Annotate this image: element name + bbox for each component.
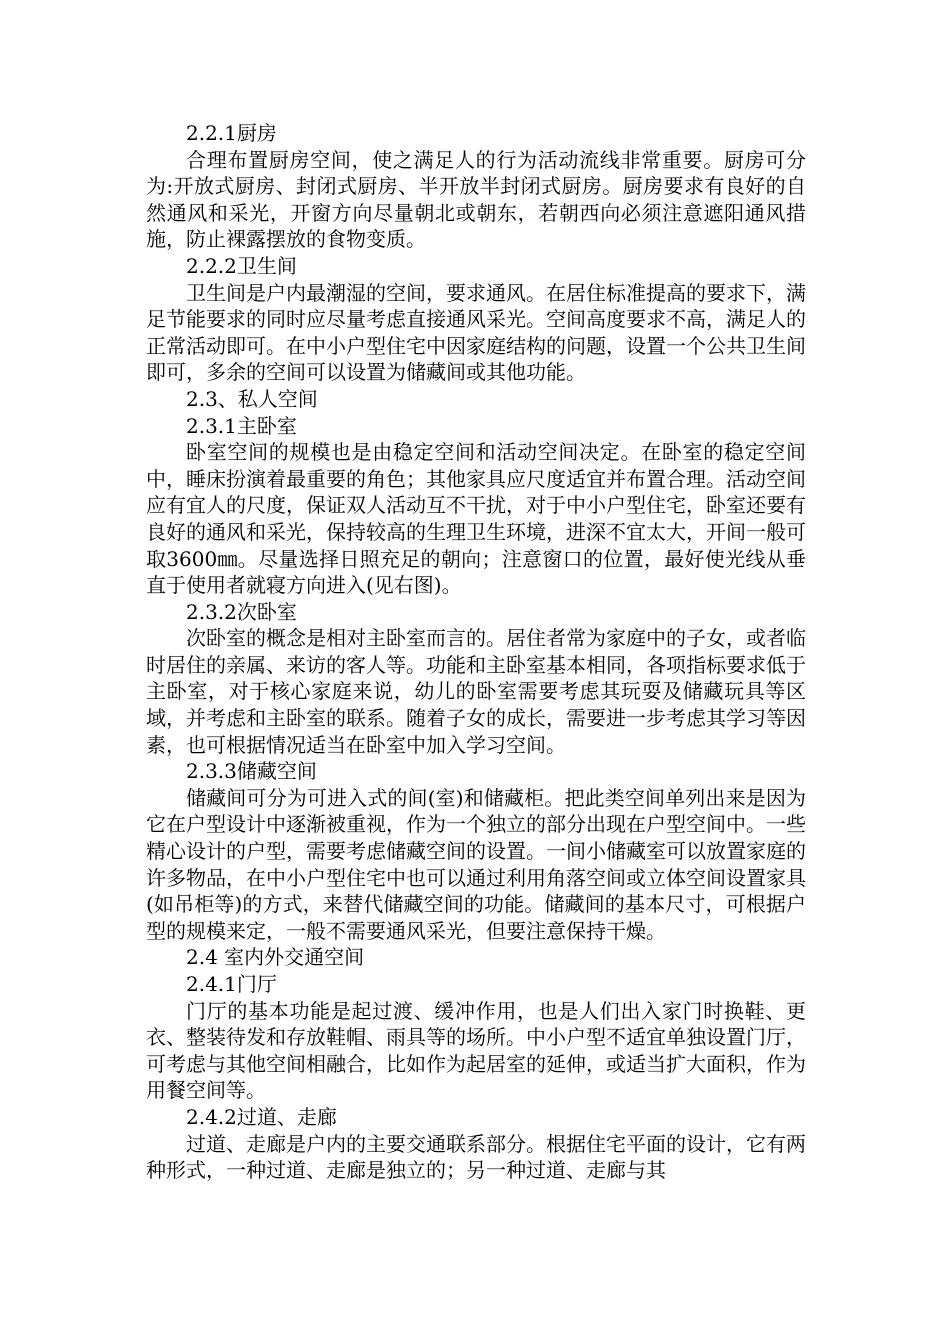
section-heading-corridor: 2.4.2过道、走廊 (186, 1104, 337, 1129)
section-heading-private-space: 2.3、私人空间 (186, 386, 318, 411)
section-heading-secondary-bedroom: 2.3.2次卧室 (186, 599, 297, 624)
paragraph-master-bedroom: 卧室空间的规模也是由稳定空间和活动空间决定。在卧室的稳定空间中，睡床扮演着最重要的角色；其他家具应尺度适宜并布置合理。活动空间应有宜人的尺度，保证双人活动互不干扰，对于中小户型住宅，卧室还要有良好的通风和采光，保持较高的生理卫生环境，进深不宜太大，开间一般可取3600㎜。尽量选择日照充足的朝向；注意窗口的位置，最好使光线从垂直于使用者就寝方向进入(见右图)。 (146, 440, 806, 598)
paragraph-kitchen: 合理布置厨房空间，使之满足人的行为活动流线非常重要。厨房可分为:开放式厨房、封闭式厨房、半开放半封闭式厨房。厨房要求有良好的自然通风和采光，开窗方向尽量朝北或朝东，若朝西向必须注意遮阳通风措施，防止裸露摆放的食物变质。 (146, 147, 806, 252)
section-heading-storage: 2.3.3储藏空间 (186, 759, 317, 784)
paragraph-storage: 储藏间可分为可进入式的间(室)和储藏柜。把此类空间单列出来是因为它在户型设计中逐渐被重视，作为一个独立的部分出现在户型空间中。一些精心设计的户型，需要考虑储藏空间的设置。一间小储藏室可以放置家庭的许多物品，在中小户型住宅中也可以通过利用角落空间或立体空间设置家具(如吊柜等)的方式，来替代储藏空间的功能。储藏间的基本尺寸，可根据户型的规模来定，一般不需要通风采光，但要注意保持干燥。 (146, 785, 806, 943)
document-body (146, 120, 806, 1184)
section-heading-foyer: 2.4.1门厅 (186, 972, 277, 996)
section-heading-circulation: 2.4 室内外交通空间 (186, 945, 365, 970)
paragraph-secondary-bedroom: 次卧室的概念是相对主卧室而言的。居住者常为家庭中的子女，或者临时居住的亲属、来访的客人等。功能和主卧室基本相同，各项指标要求低于主卧室，对于核心家庭来说，幼儿的卧室需要考虑其玩耍及储藏玩具等区域，并考虑和主卧室的联系。随着子女的成长，需要进一步考虑其学习等因素，也可根据情况适当在卧室中加入学习空间。 (146, 626, 806, 757)
paragraph-foyer: 门厅的基本功能是起过渡、缓冲作用，也是人们出入家门时换鞋、更衣、整装待发和存放鞋帽、雨具等的场所。中小户型不适宜单独设置门厅，可考虑与其他空间相融合，比如作为起居室的延伸，或适当扩大面积，作为用餐空间等。 (146, 998, 806, 1103)
section-heading-bathroom: 2.2.2卫生间 (186, 253, 297, 278)
paragraph-corridor: 过道、走廊是户内的主要交通联系部分。根据住宅平面的设计，它有两种形式，一种过道、走廊是独立的；另一种过道、走廊与其 (146, 1131, 806, 1183)
section-heading-kitchen: 2.2.1厨房 (186, 121, 277, 145)
paragraph-bathroom: 卫生间是户内最潮湿的空间，要求通风。在居住标准提高的要求下，满足节能要求的同时应尽量考虑直接通风采光。空间高度要求不高，满足人的正常活动即可。在中小户型住宅中因家庭结构的问题，设置一个公共卫生间即可，多余的空间可以设置为储藏间或其他功能。 (146, 280, 806, 385)
section-heading-master-bedroom: 2.3.1主卧室 (186, 413, 297, 438)
